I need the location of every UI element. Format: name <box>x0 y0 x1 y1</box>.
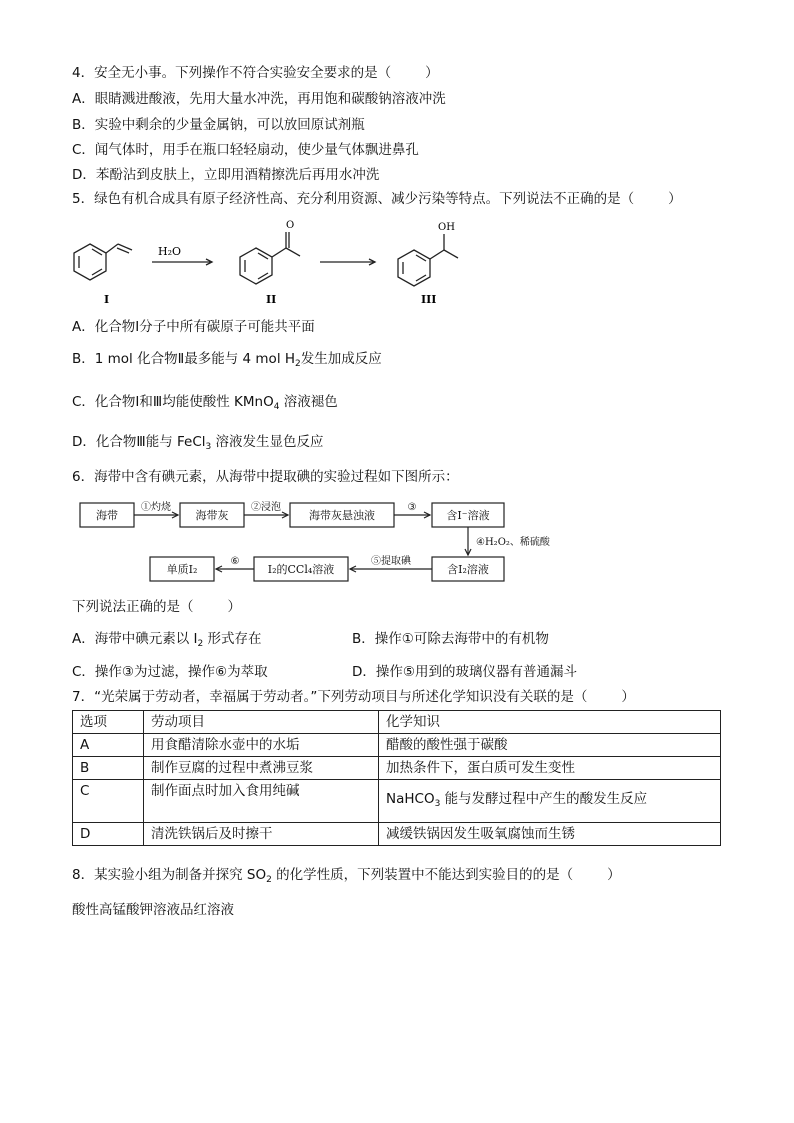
compound-1-label: I <box>104 293 110 306</box>
table-header-row <box>73 711 721 734</box>
flow-box-4-label: 含I⁻溶液 <box>446 509 490 522</box>
header-option: 选项 <box>73 711 144 734</box>
flow-box-1-label: 海带 <box>96 509 118 522</box>
table-row: D 清洗铁锅后及时擦干 减缓铁锅因发生吸氧腐蚀而生锈 <box>73 823 721 846</box>
header-chem-knowledge: 化学知识 <box>379 711 721 734</box>
compound-3-structure <box>398 234 458 286</box>
q7-table <box>72 710 721 846</box>
flow-box-2-label: 海带灰 <box>195 509 229 522</box>
q6-option-b: B．操作①可除去海带中的有机物 <box>352 631 549 647</box>
reagent-label: H₂O <box>158 245 182 258</box>
q4-option-b: B．实验中剩余的少量金属钠，可以放回原试剂瓶 <box>72 117 365 133</box>
q5-option-b: B．1 mol 化合物Ⅱ最多能与 4 mol $H_2$发生加成反应 <box>72 351 382 369</box>
flow-box-5-label: 含I₂溶液 <box>447 563 489 576</box>
q5-option-a: A．化合物Ⅰ分子中所有碳原子可能共平面 <box>72 319 315 335</box>
table-row: A 用食醋清除水壶中的水垢 醋酸的酸性强于碳酸 <box>73 734 721 757</box>
flow-box-3-label: 海带灰悬浊液 <box>309 509 375 522</box>
flow-step-5: ⑤提取碘 <box>371 556 411 567</box>
flow-step-3: ③ <box>407 502 417 513</box>
flow-box-7-label: 单质I₂ <box>166 563 198 576</box>
q6-option-c: C．操作③为过滤，操作⑥为萃取 <box>72 664 268 680</box>
compound-2-label: II <box>266 293 277 306</box>
alcohol-oh-label: OH <box>438 222 455 233</box>
q5-option-d: D．化合物Ⅲ能与 FeCl$_3$ 溶液发生显色反应 <box>72 434 324 452</box>
flow-step-2: ②浸泡 <box>251 502 281 513</box>
q8-stem: 8．某实验小组为制备并探究 $SO_2$ 的化学性质，下列装置中不能达到实验目的的是（ ） <box>72 867 621 885</box>
table-row: C 制作面点时加入食用纯碱 NaHCO$_3$ 能与发酵过程中产生的酸发生反应 <box>73 780 721 823</box>
table-row: B 制作豆腐的过程中煮沸豆浆 加热条件下，蛋白质可发生变性 <box>73 757 721 780</box>
reaction-scheme-svg <box>70 214 510 310</box>
iodine-extraction-flowchart <box>78 498 598 588</box>
flow-step-4: ④H₂O₂、稀硫酸 <box>476 537 550 548</box>
q4-stem: 4．安全无小事。下列操作不符合实验安全要求的是（ ） <box>72 65 439 81</box>
q4-option-a: A．眼睛溅进酸液，先用大量水冲洗，再用饱和碳酸钠溶液冲洗 <box>72 91 446 107</box>
q5-stem: 5．绿色有机合成具有原子经济性高、充分利用资源、减少污染等特点。下列说法不正确的是（ ） <box>72 191 682 207</box>
q4-option-c: C．闻气体时，用手在瓶口轻轻扇动，使少量气体飘进鼻孔 <box>72 142 419 158</box>
flow-step-6: ⑥ <box>230 556 240 567</box>
flowchart-svg <box>78 498 598 588</box>
q6-stem: 6．海带中含有碘元素，从海带中提取碘的实验过程如下图所示： <box>72 469 459 485</box>
q6-option-d: D．操作⑤用到的玻璃仪器有普通漏斗 <box>352 664 577 680</box>
ketone-o-label: O <box>286 220 295 231</box>
header-labor-item: 劳动项目 <box>144 711 379 734</box>
compound-2-structure <box>240 232 300 284</box>
flow-step-1: ①灼烧 <box>141 502 171 513</box>
q6-option-a: A．海带中碘元素以 $I_2$ 形式存在 <box>72 631 262 649</box>
compound-3-label: III <box>421 293 437 306</box>
q6-ask: 下列说法正确的是（ ） <box>72 599 241 615</box>
flow-box-6-label: I₂的CCl₄溶液 <box>267 563 335 576</box>
q4-option-d: D．苯酚沾到皮肤上，立即用酒精擦洗后再用水冲洗 <box>72 167 380 183</box>
q5-option-c: C．化合物Ⅰ和Ⅲ均能使酸性 KMnO$_4$ 溶液褪色 <box>72 394 338 412</box>
q7-stem: 7．“光荣属于劳动者，幸福属于劳动者。”下列劳动项目与所述化学知识没有关联的是（ ） <box>72 689 635 705</box>
reaction-scheme <box>70 214 510 310</box>
compound-1-structure <box>74 244 132 280</box>
q8-apparatus-labels: 酸性高锰酸钾溶液品红溶液 <box>72 902 234 918</box>
